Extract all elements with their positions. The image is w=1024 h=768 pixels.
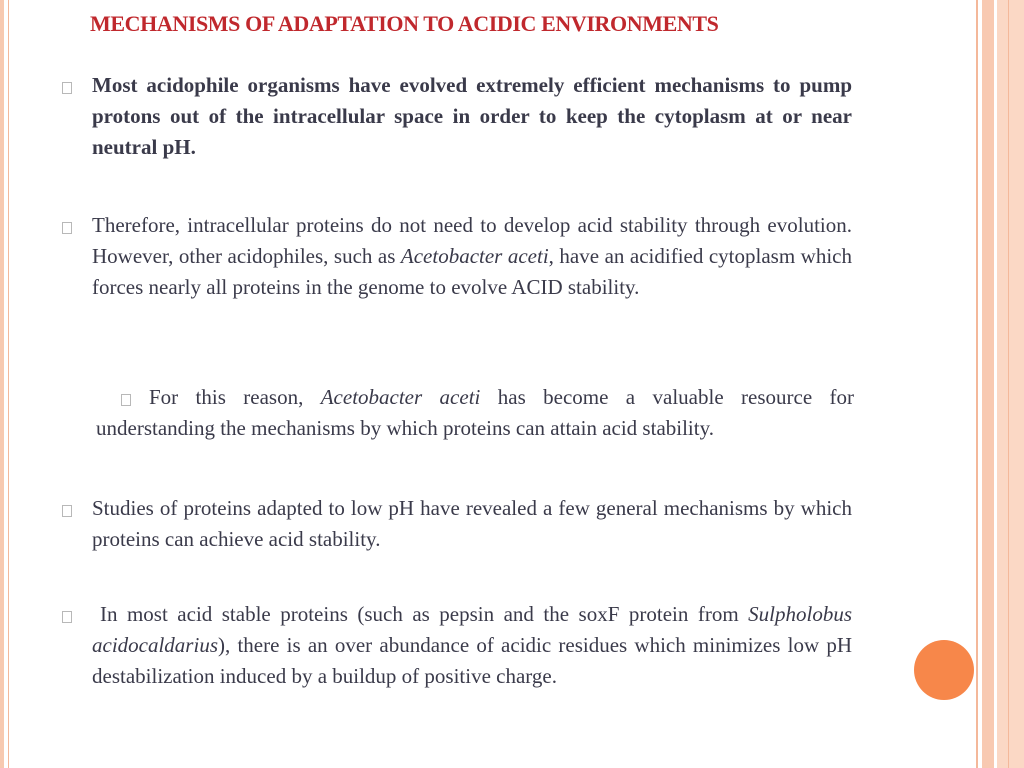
bullet-2-species: Acetobacter aceti [400,244,549,268]
left-border-line [8,0,9,768]
bullet-2-text-b: , have an acidified cytoplasm which forces nearly all proteins in the genome to evolve ACID stability. [92,244,852,299]
bullet-text-2 [92,210,852,303]
right-border-band-outer [997,0,1024,768]
slide-title: MECHANISMS OF ADAPTATION TO ACIDIC ENVIRONMENTS [90,11,719,36]
bullet-3-text-b: has become a valuable resource for understanding the mechanisms by which proteins can attain acid stability. [96,385,855,440]
right-border-band [982,0,994,768]
bullet-icon [62,611,72,623]
bullet-4-text: Studies of proteins adapted to low pH have revealed a few general mechanisms by which proteins can achieve acid stability. [92,496,852,551]
bullet-5-text-b: ), there is an over abundance of acidic residues which minimizes low pH destabilization induced by a buildup of positive charge. [92,633,852,688]
right-border-line [976,0,978,768]
bullet-icon [62,505,72,517]
decorative-circle [914,640,974,700]
bullet-1-text: Most acidophile organisms have evolved extremely efficient mechanisms to pump protons out of the intracellular space in order to keep the cytoplasm at or near neutral pH. [92,73,852,159]
bullet-text-3 [96,382,854,444]
bullet-3-species: Acetobacter aceti [320,385,481,409]
left-border [0,0,4,768]
bullet-2-text-a: Therefore, intracellular proteins do not need to develop acid stability through evolution. However, other acidophiles, such as [92,213,852,268]
bullet-5-text-a: In most acid stable proteins (such as pepsin and the soxF protein from [100,602,749,626]
bullet-3-text-a: For this reason, [149,385,321,409]
bullet-icon [62,82,72,94]
bullet-5-species: Sulpholobus acidocaldarius [92,602,852,657]
bullet-text-5 [92,599,852,692]
bullet-icon [62,222,72,234]
bullet-text-4 [92,493,852,555]
bullet-text-1 [92,70,852,163]
right-border-divider [1008,0,1009,768]
